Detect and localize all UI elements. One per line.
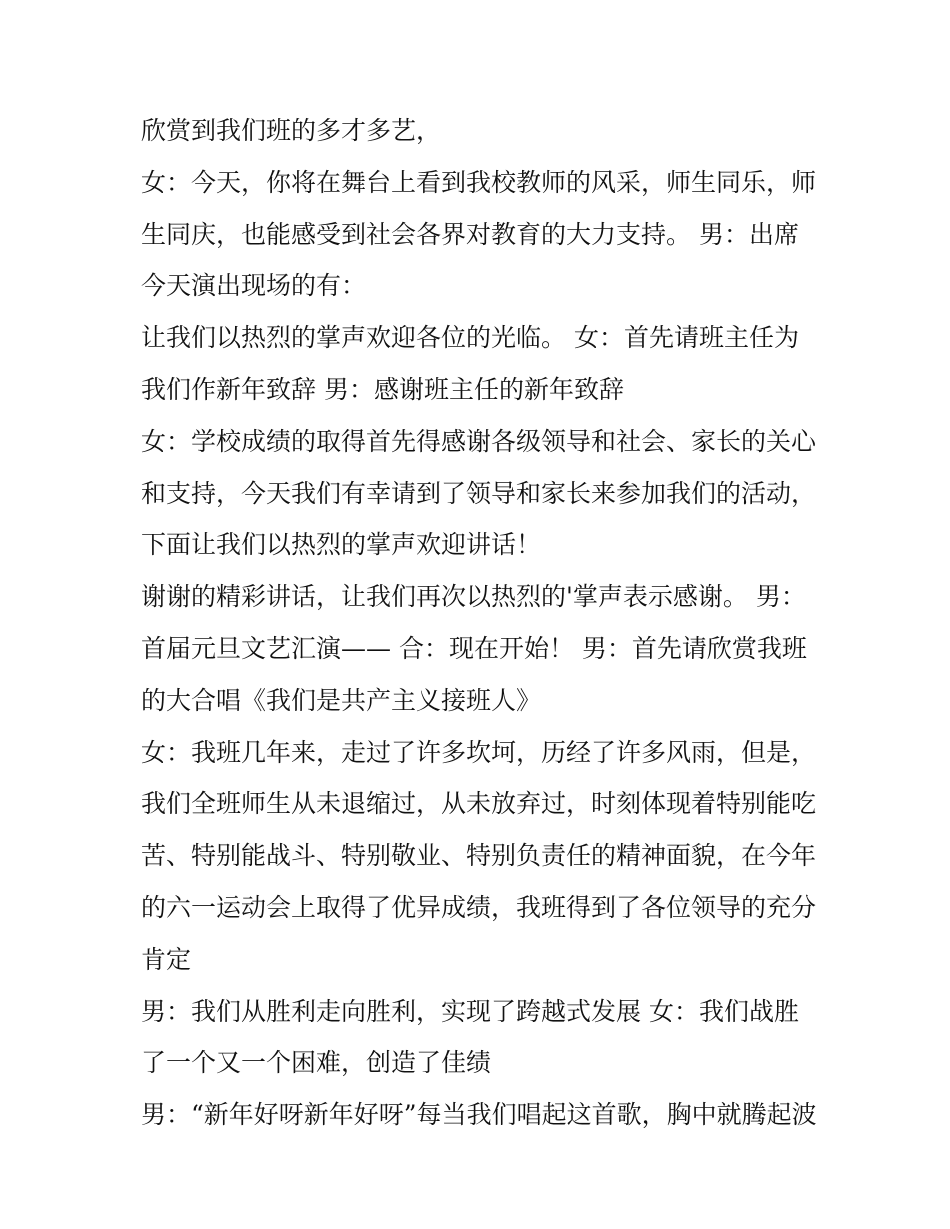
text-line: 苦、特别能战斗、特别敬业、特别负责任的精神面貌，在今年 (141, 841, 817, 871)
text-line: 女：学校成绩的取得首先得感谢各级领导和社会、家长的关心 (141, 426, 817, 456)
text-line: 男：我们从胜利走向胜利，实现了跨越式发展 女：我们战胜 (141, 996, 799, 1026)
text-line: 下面让我们以热烈的掌声欢迎讲话！ (141, 530, 542, 560)
text-line: 和支持，今天我们有幸请到了领导和家长来参加我们的活动， (141, 478, 817, 508)
text-line: 我们作新年致辞 男：感谢班主任的新年致辞 (141, 374, 624, 404)
text-line: 谢谢的精彩讲话，让我们再次以热烈的'掌声表示感谢。 男： (141, 582, 806, 612)
text-line: 女：今天，你将在舞台上看到我校教师的风采，师生同乐，师 (141, 167, 817, 197)
text-line: 生同庆，也能感受到社会各界对教育的大力支持。 男：出席 (141, 219, 799, 249)
text-line: 欣赏到我们班的多才多艺， (141, 116, 442, 145)
text-line: 了一个又一个困难，创造了佳绩 (141, 1048, 492, 1078)
text-line: 的大合唱《我们是共产主义接班人》 (141, 685, 542, 715)
text-line: 首届元旦文艺汇演—— 合：现在开始！ 男：首先请欣赏我班 (141, 633, 807, 663)
text-line: 让我们以热烈的掌声欢迎各位的光临。 女：首先请班主任为 (141, 323, 799, 353)
text-line: 肯定 (141, 944, 192, 974)
text-line: 女：我班几年来，走过了许多坎坷，历经了许多风雨，但是， (141, 737, 817, 767)
text-line: 今天演出现场的有： (141, 271, 367, 301)
text-line: 我们全班师生从未退缩过，从未放弃过，时刻体现着特别能吃 (141, 789, 817, 819)
document-body (141, 105, 831, 1141)
text-line: 的六一运动会上取得了优异成绩，我班得到了各位领导的充分 (141, 892, 817, 922)
text-line: 男：“新年好呀新年好呀”每当我们唱起这首歌，胸中就腾起波 (141, 1100, 817, 1130)
